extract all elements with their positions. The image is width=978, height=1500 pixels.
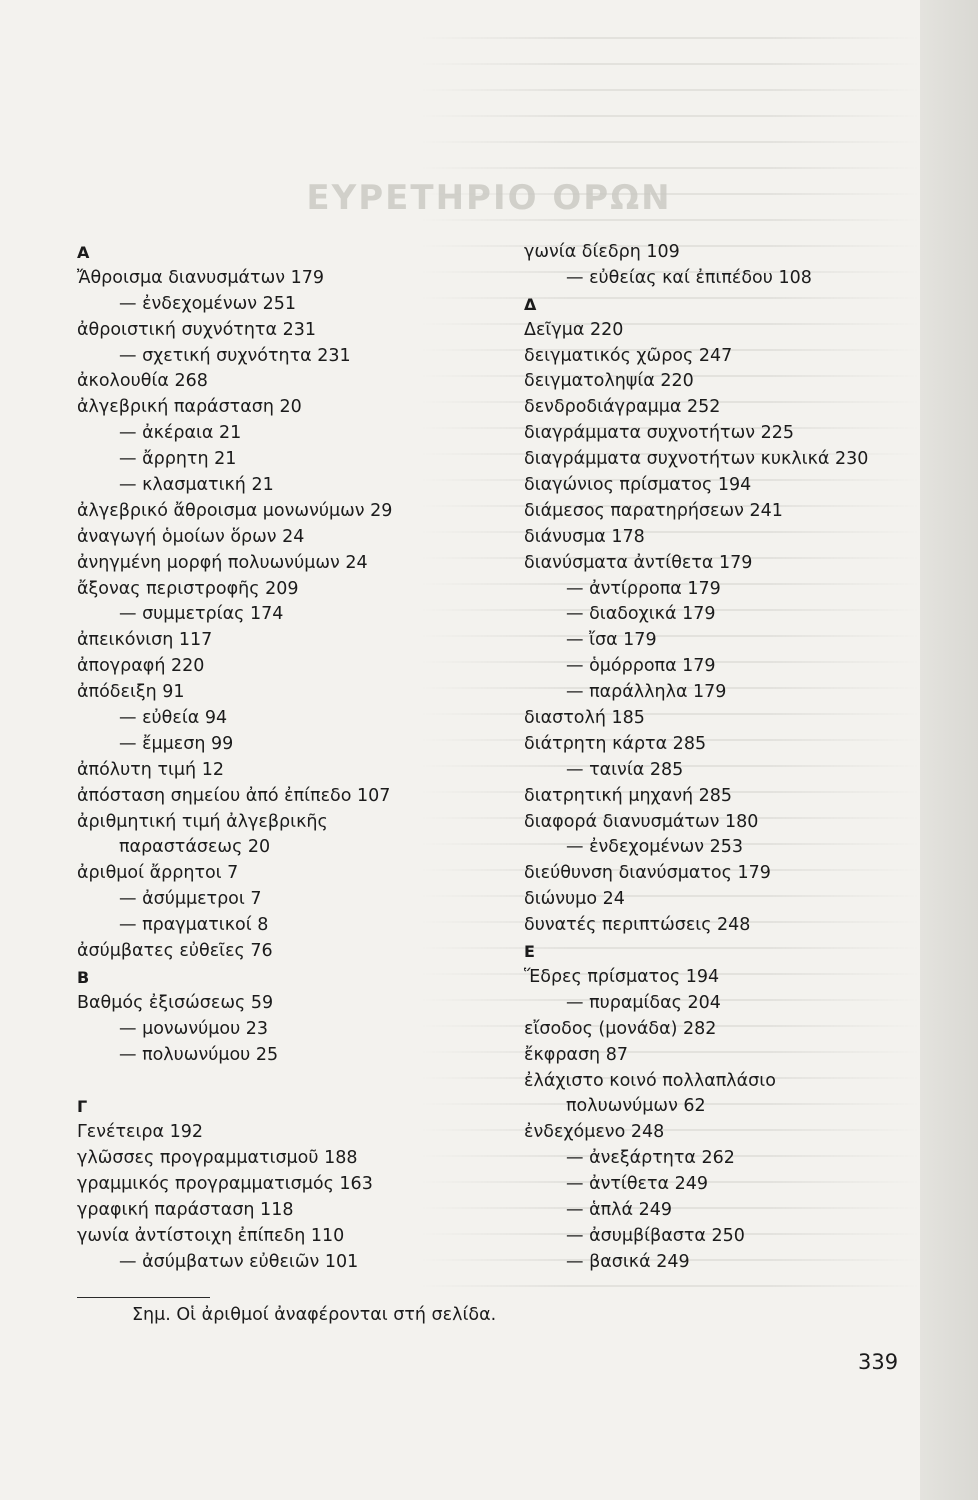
index-entry: ἀλγεβρικό ἄθροισμα μονωνύμων 29 bbox=[77, 500, 393, 521]
index-entry-continuation: πολυωνύμων 62 bbox=[566, 1096, 706, 1117]
index-entry: ἀναγωγή ὁμοίων ὅρων 24 bbox=[77, 526, 305, 547]
index-subentry: — ἀνεξάρτητα 262 bbox=[566, 1148, 735, 1169]
index-subentry: — ἀσύμμετροι 7 bbox=[119, 889, 262, 910]
index-subentry: — διαδοχικά 179 bbox=[566, 604, 716, 625]
page-title: ΕΥΡΕΤΗΡΙΟ ΟΡΩΝ bbox=[306, 178, 672, 218]
footnote: Σημ. Οἱ ἀριθμοί ἀναφέρονται στή σελίδα. bbox=[132, 1305, 497, 1325]
index-entry: ἐνδεχόμενο 248 bbox=[524, 1122, 665, 1143]
index-left-column bbox=[77, 240, 392, 1276]
index-entry: ἀριθμοί ἄρρητοι 7 bbox=[77, 863, 239, 884]
index-subentry: — πυραμίδας 204 bbox=[566, 992, 721, 1013]
index-entry: ἀνηγμένη μορφή πολυωνύμων 24 bbox=[77, 552, 368, 573]
index-subentry: — ἀσυμβίβαστα 250 bbox=[566, 1225, 745, 1246]
index-entry: διαγράμματα συχνοτήτων 225 bbox=[524, 423, 794, 444]
index-subentry: — ἐνδεχομένων 253 bbox=[566, 837, 744, 858]
index-entry: γραφική παράσταση 118 bbox=[77, 1199, 294, 1220]
index-spacer bbox=[77, 1069, 392, 1095]
index-entry: δειγματικός χῶρος 247 bbox=[524, 345, 733, 366]
index-entry: διάμεσος παρατηρήσεων 241 bbox=[524, 500, 783, 521]
index-section-letter: Δ bbox=[524, 294, 537, 314]
index-entry: διατρητική μηχανή 285 bbox=[524, 785, 733, 806]
index-subentry: — ἐνδεχομένων 251 bbox=[119, 293, 297, 314]
index-subentry: — ἁπλά 249 bbox=[566, 1199, 672, 1220]
index-section-letter: Β bbox=[77, 967, 90, 987]
index-right-column bbox=[524, 240, 868, 1276]
index-subentry: — κλασματική 21 bbox=[119, 475, 274, 496]
index-entry: διανύσματα ἀντίθετα 179 bbox=[524, 552, 753, 573]
index-entry: ἀλγεβρική παράσταση 20 bbox=[77, 397, 302, 418]
index-entry: διαφορά διανυσμάτων 180 bbox=[524, 811, 759, 832]
index-entry: ἄξονας περιστροφῆς 209 bbox=[77, 578, 299, 599]
index-subentry: — ἴσα 179 bbox=[566, 630, 657, 651]
index-entry: ἀπόλυτη τιμή 12 bbox=[77, 759, 224, 780]
index-subentry: — ὁμόρροπα 179 bbox=[566, 656, 716, 677]
index-entry: γωνία ἀντίστοιχη ἐπίπεδη 110 bbox=[77, 1225, 345, 1246]
index-subentry: — πραγματικοί 8 bbox=[119, 915, 269, 936]
index-subentry: — ἄρρητη 21 bbox=[119, 449, 237, 470]
page-number: 339 bbox=[858, 1350, 899, 1374]
index-entry: διώνυμο 24 bbox=[524, 889, 625, 910]
index-entry: δειγματοληψία 220 bbox=[524, 371, 694, 392]
index-entry: ἀσύμβατες εὐθεῖες 76 bbox=[77, 941, 273, 962]
index-entry: γωνία δίεδρη 109 bbox=[524, 242, 680, 262]
next-page-edge bbox=[920, 0, 978, 1500]
index-section-letter: Ε bbox=[524, 942, 535, 962]
index-subentry: — ἀκέραια 21 bbox=[119, 423, 242, 444]
footnote-rule bbox=[77, 1297, 210, 1298]
index-entry: ἐλάχιστο κοινό πολλαπλάσιο bbox=[524, 1070, 776, 1091]
index-subentry: — ἀσύμβατων εὐθειῶν 101 bbox=[119, 1251, 359, 1272]
index-subentry: — παράλληλα 179 bbox=[566, 682, 727, 703]
index-section-letter: Γ bbox=[77, 1097, 88, 1117]
index-subentry: — ἀντίθετα 249 bbox=[566, 1174, 709, 1195]
index-subentry: — ταινία 285 bbox=[566, 759, 684, 780]
index-subentry: — πολυωνύμου 25 bbox=[119, 1044, 279, 1065]
index-entry: ἀριθμητική τιμή ἀλγεβρικῆς bbox=[77, 811, 328, 832]
index-entry: ἀπόδειξη 91 bbox=[77, 682, 185, 703]
index-entry: Βαθμός ἐξισώσεως 59 bbox=[77, 992, 274, 1013]
index-subentry: — εὐθείας καί ἐπιπέδου 108 bbox=[566, 267, 812, 288]
index-subentry: — ἔμμεση 99 bbox=[119, 733, 234, 754]
index-subentry: — ἀντίρροπα 179 bbox=[566, 578, 721, 599]
index-entry: ἀπόσταση σημείου ἀπό ἐπίπεδο 107 bbox=[77, 785, 391, 806]
index-entry: διαστολή 185 bbox=[524, 708, 645, 729]
index-section-letter: Α bbox=[77, 243, 90, 262]
index-entry: δενδροδιάγραμμα 252 bbox=[524, 397, 721, 418]
index-entry: ἀπεικόνιση 117 bbox=[77, 630, 213, 651]
index-entry: διεύθυνση διανύσματος 179 bbox=[524, 863, 771, 884]
index-entry: διάνυσμα 178 bbox=[524, 526, 645, 547]
index-entry: Δεῖγμα 220 bbox=[524, 319, 624, 340]
index-subentry: — σχετική συχνότητα 231 bbox=[119, 345, 351, 366]
index-entry: Ἄθροισμα διανυσμάτων 179 bbox=[77, 267, 324, 288]
index-subentry: — μονωνύμου 23 bbox=[119, 1018, 269, 1039]
index-entry: Γενέτειρα 192 bbox=[77, 1122, 203, 1143]
index-entry: ἔκφραση 87 bbox=[524, 1044, 628, 1065]
index-entry: ἀπογραφή 220 bbox=[77, 656, 205, 677]
index-entry: γλῶσσες προγραμματισμοῦ 188 bbox=[77, 1148, 358, 1169]
index-entry: Ἕδρες πρίσματος 194 bbox=[524, 966, 720, 987]
index-entry: δυνατές περιπτώσεις 248 bbox=[524, 915, 751, 936]
index-entry: διαγώνιος πρίσματος 194 bbox=[524, 475, 752, 496]
index-entry: ἀκολουθία 268 bbox=[77, 371, 208, 392]
index-entry: ἀθροιστική συχνότητα 231 bbox=[77, 319, 316, 340]
index-entry: εἴσοδος (μονάδα) 282 bbox=[524, 1018, 717, 1039]
index-entry: γραμμικός προγραμματισμός 163 bbox=[77, 1174, 373, 1195]
index-entry: διάτρητη κάρτα 285 bbox=[524, 733, 707, 754]
index-subentry: — εὐθεία 94 bbox=[119, 708, 228, 729]
index-subentry: — βασικά 249 bbox=[566, 1251, 690, 1272]
index-entry: διαγράμματα συχνοτήτων κυκλικά 230 bbox=[524, 449, 869, 470]
index-entry-continuation: παραστάσεως 20 bbox=[119, 837, 271, 858]
index-subentry: — συμμετρίας 174 bbox=[119, 604, 284, 625]
